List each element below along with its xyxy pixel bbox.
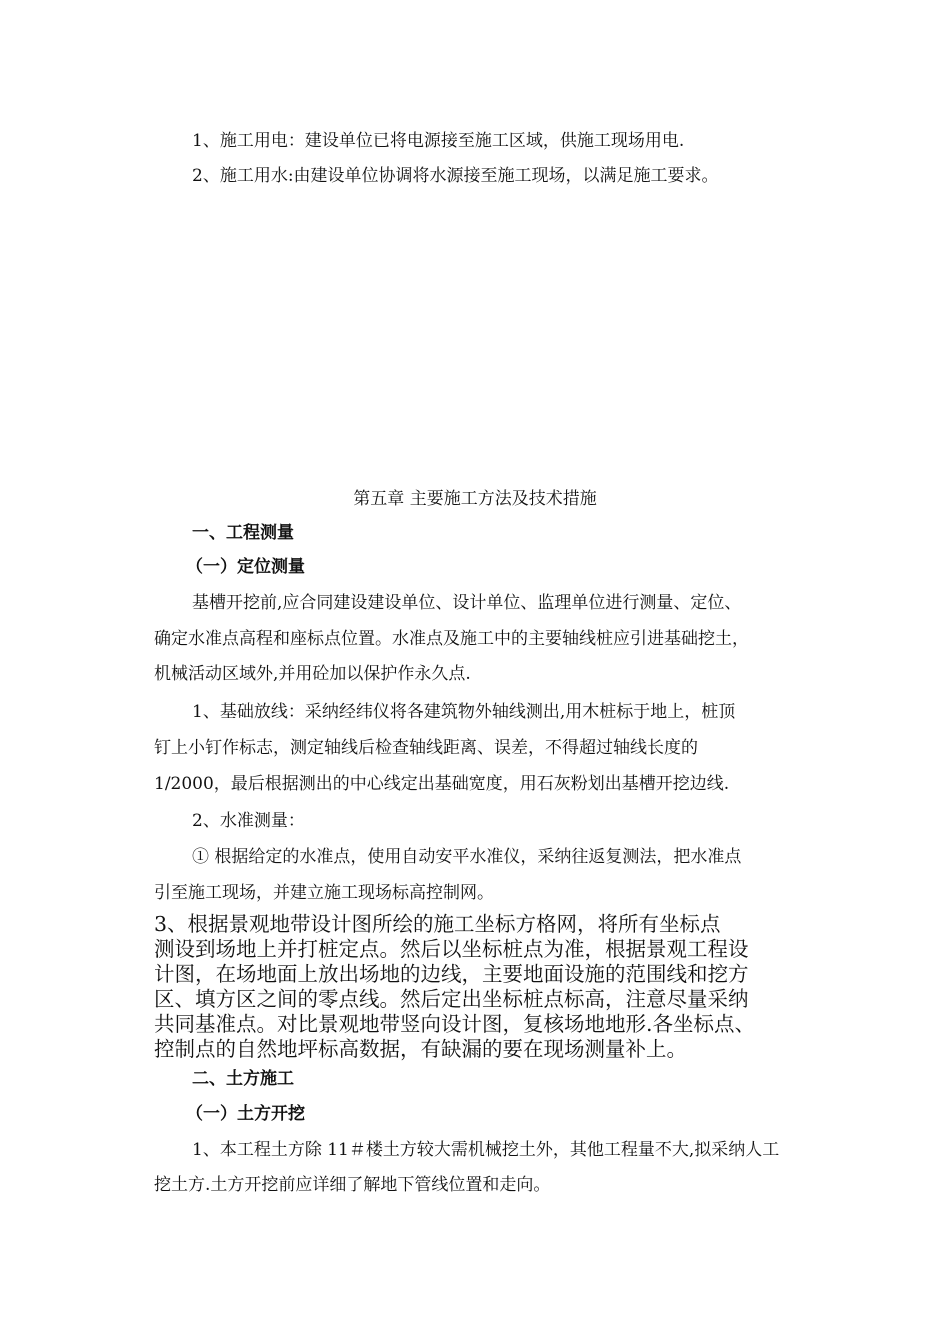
para-positioning-line-2: 确定水准点高程和座标点位置。水准点及施工中的主要轴线桩应引进基础挖土，	[154, 629, 749, 649]
para-excavation-line-1: 1、本工程土方除 11＃楼土方较大需机械挖土外，其他工程量不大,拟采纳人工	[192, 1140, 780, 1160]
para-grid-line-6: 控制点的自然地坪标高数据，有缺漏的要在现场测量补上。	[154, 1037, 687, 1061]
chapter-title: 第五章 主要施工方法及技术措施	[353, 489, 597, 509]
subsection-heading-excavation: （一）土方开挖	[186, 1104, 305, 1124]
para-grid-line-5: 共同基准点。对比景观地带竖向设计图，复核场地地形.各坐标点、	[154, 1012, 756, 1036]
para-grid-line-2: 测设到场地上并打桩定点。然后以坐标桩点为准，根据景观工程设	[154, 937, 749, 961]
para-excavation-line-2: 挖土方.土方开挖前应详细了解地下管线位置和走向。	[154, 1175, 551, 1195]
para-positioning-line-3: 机械活动区域外,并用砼加以保护作永久点.	[154, 664, 471, 684]
para-grid-line-3: 计图，在场地面上放出场地的边线，主要地面设施的范围线和挖方	[154, 962, 749, 986]
section-heading-survey: 一、工程测量	[192, 523, 294, 543]
para-grid-line-4: 区、填方区之间的零点线。然后定出坐标桩点标高，注意尽量采纳	[154, 987, 749, 1011]
para-leveling-title: 2、水准测量：	[192, 811, 305, 831]
para-baseline-line-3: 1/2000，最后根据测出的中心线定出基础宽度，用石灰粉划出基槽开挖边线.	[154, 774, 730, 794]
para-leveling-line-1: ① 根据给定的水准点，使用自动安平水准仪，采纳往返复测法，把水准点	[192, 847, 742, 867]
para-leveling-line-2: 引至施工现场，并建立施工现场标高控制网。	[154, 883, 494, 903]
subsection-heading-positioning: （一）定位测量	[186, 557, 305, 577]
para-water-supply: 2、施工用水:由建设单位协调将水源接至施工现场，以满足施工要求。	[192, 166, 719, 186]
section-heading-earthwork: 二、土方施工	[192, 1069, 294, 1089]
para-baseline-line-2: 钉上小钉作标志，测定轴线后检查轴线距离、误差，不得超过轴线长度的	[154, 738, 698, 758]
para-grid-line-1: 3、根据景观地带设计图所绘的施工坐标方格网，将所有坐标点	[154, 912, 721, 936]
para-power-supply: 1、施工用电：建设单位已将电源接至施工区域，供施工现场用电.	[192, 131, 685, 151]
para-positioning-line-1: 基槽开挖前,应合同建设建设单位、设计单位、监理单位进行测量、定位、	[192, 593, 742, 613]
para-baseline-line-1: 1、基础放线：采纳经纬仪将各建筑物外轴线测出,用木桩标于地上，桩顶	[192, 702, 736, 722]
